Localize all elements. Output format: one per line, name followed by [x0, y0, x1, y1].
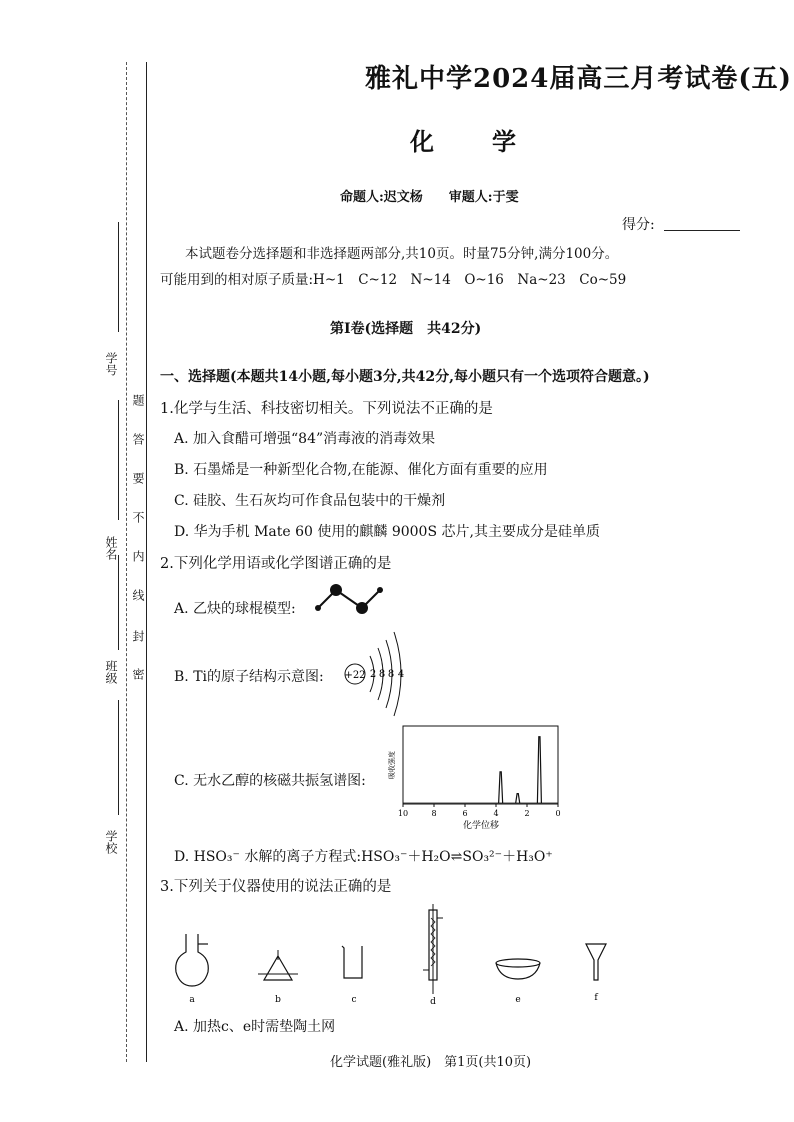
question-2-option-d[interactable]: D. HSO₃⁻ 水解的离子方程式:HSO₃⁻＋H₂O⇌SO₃²⁻＋H₃O⁺ [174, 849, 553, 865]
intro-line-1: 本试题卷分选择题和非选择题两部分,共10页。时量75分钟,满分100分。 [185, 246, 619, 262]
field-input-school[interactable] [118, 700, 119, 815]
field-label-student-id: 学号 [104, 352, 118, 376]
page-footer: 化学试题(雅礼版) 第1页(共10页) [330, 1055, 532, 1070]
apparatus-label: f [594, 993, 598, 1003]
nmr-tick-label: 10 [397, 809, 409, 818]
question-2-stem: 2.下列化学用语或化学图谱正确的是 [160, 556, 392, 572]
apparatus-label: d [430, 997, 436, 1006]
seal-char: 题 [131, 394, 145, 406]
nmr-tick-label: 8 [431, 809, 437, 818]
nmr-tick-label: 2 [524, 809, 530, 818]
question-2-option-b[interactable]: B. Ti的原子结构示意图: [174, 669, 324, 685]
beaker-icon [338, 942, 368, 1004]
model-atom [330, 584, 342, 596]
round-bottom-flask-icon [172, 930, 212, 1005]
seal-char: 密 [131, 668, 145, 680]
model-atom [356, 602, 368, 614]
question-3-option-a[interactable]: A. 加热c、e时需垫陶土网 [174, 1019, 336, 1035]
question-1-option-a[interactable]: A. 加入食醋可增强“84”消毒液的消毒效果 [174, 431, 436, 447]
seal-char: 不 [131, 511, 145, 523]
field-label-class: 班级 [104, 660, 118, 684]
field-input-name[interactable] [118, 400, 119, 520]
nmr-peak [537, 737, 541, 803]
nmr-tick-label: 4 [493, 809, 499, 818]
question-1-option-c[interactable]: C. 硅胶、生石灰均可作食品包装中的干燥剂 [174, 493, 446, 509]
clay-triangle-icon [258, 950, 298, 1005]
seal-char: 封 [131, 630, 145, 642]
nmr-tick-label: 6 [462, 809, 468, 818]
shell-electrons: 8 [378, 669, 386, 680]
seal-char: 内 [131, 550, 145, 562]
nmr-ylabel: 吸收强度 [388, 751, 396, 779]
shell-electrons: 8 [387, 669, 395, 680]
score-field[interactable] [664, 230, 740, 231]
nmr-peak [516, 794, 520, 803]
nmr-plot-frame [403, 726, 558, 804]
section-title: 第Ⅰ卷(选择题 共42分) [330, 321, 482, 337]
field-label-name: 姓名 [104, 536, 118, 560]
shell-electrons: 2 [369, 669, 377, 680]
shell-electrons: 4 [397, 669, 405, 680]
condenser-icon [420, 904, 446, 1006]
apparatus-label: a [189, 995, 195, 1005]
nmr-xlabel: 化学位移 [462, 821, 500, 831]
atom-nucleus-label: +22 [344, 670, 366, 681]
seal-char: 要 [131, 472, 145, 484]
apparatus-label: c [351, 995, 357, 1004]
nmr-tick-label: 0 [555, 809, 561, 818]
exam-title: 雅礼中学2024届高三月考试卷(五) [365, 64, 792, 94]
question-1-stem: 1.化学与生活、科技密切相关。下列说法不正确的是 [160, 401, 493, 417]
question-1-option-b[interactable]: B. 石墨烯是一种新型化合物,在能源、催化方面有重要的应用 [174, 462, 548, 478]
apparatus-label: b [275, 995, 281, 1005]
intro-line-2: 可能用到的相对原子质量:H~1 C~12 N~14 O~16 Na~23 Co~59 [160, 272, 627, 288]
funnel-icon [583, 940, 609, 1004]
field-input-class[interactable] [118, 555, 119, 650]
subject-title: 化学 [410, 127, 574, 156]
ball-stick-model [310, 582, 390, 618]
evaporating-dish-icon [492, 955, 544, 1005]
nmr-peak [499, 772, 503, 803]
seal-char: 线 [131, 589, 145, 601]
model-atom [377, 587, 383, 593]
authors-line: 命题人:迟文杨 审题人:于雯 [340, 190, 519, 205]
question-2-option-a[interactable]: A. 乙炔的球棍模型: [174, 601, 296, 617]
nmr-spectrum-chart [385, 722, 565, 832]
question-2-option-c[interactable]: C. 无水乙醇的核磁共振氢谱图: [174, 773, 366, 789]
model-atom [315, 605, 321, 611]
seal-char: 答 [131, 433, 145, 445]
question-1-option-d[interactable]: D. 华为手机 Mate 60 使用的麒麟 9000S 芯片,其主要成分是硅单质 [174, 524, 600, 540]
binding-dashed-line [126, 62, 127, 1062]
binding-solid-line [146, 62, 147, 1062]
part-heading: 一、选择题(本题共14小题,每小题3分,共42分,每小题只有一个选项符合题意。) [160, 369, 650, 385]
atom-structure-diagram [340, 626, 420, 726]
field-label-school: 学校 [104, 830, 118, 854]
apparatus-label: e [515, 995, 521, 1005]
field-input-student-id[interactable] [118, 222, 119, 332]
question-3-stem: 3.下列关于仪器使用的说法正确的是 [160, 879, 392, 895]
score-label: 得分: [622, 217, 655, 233]
